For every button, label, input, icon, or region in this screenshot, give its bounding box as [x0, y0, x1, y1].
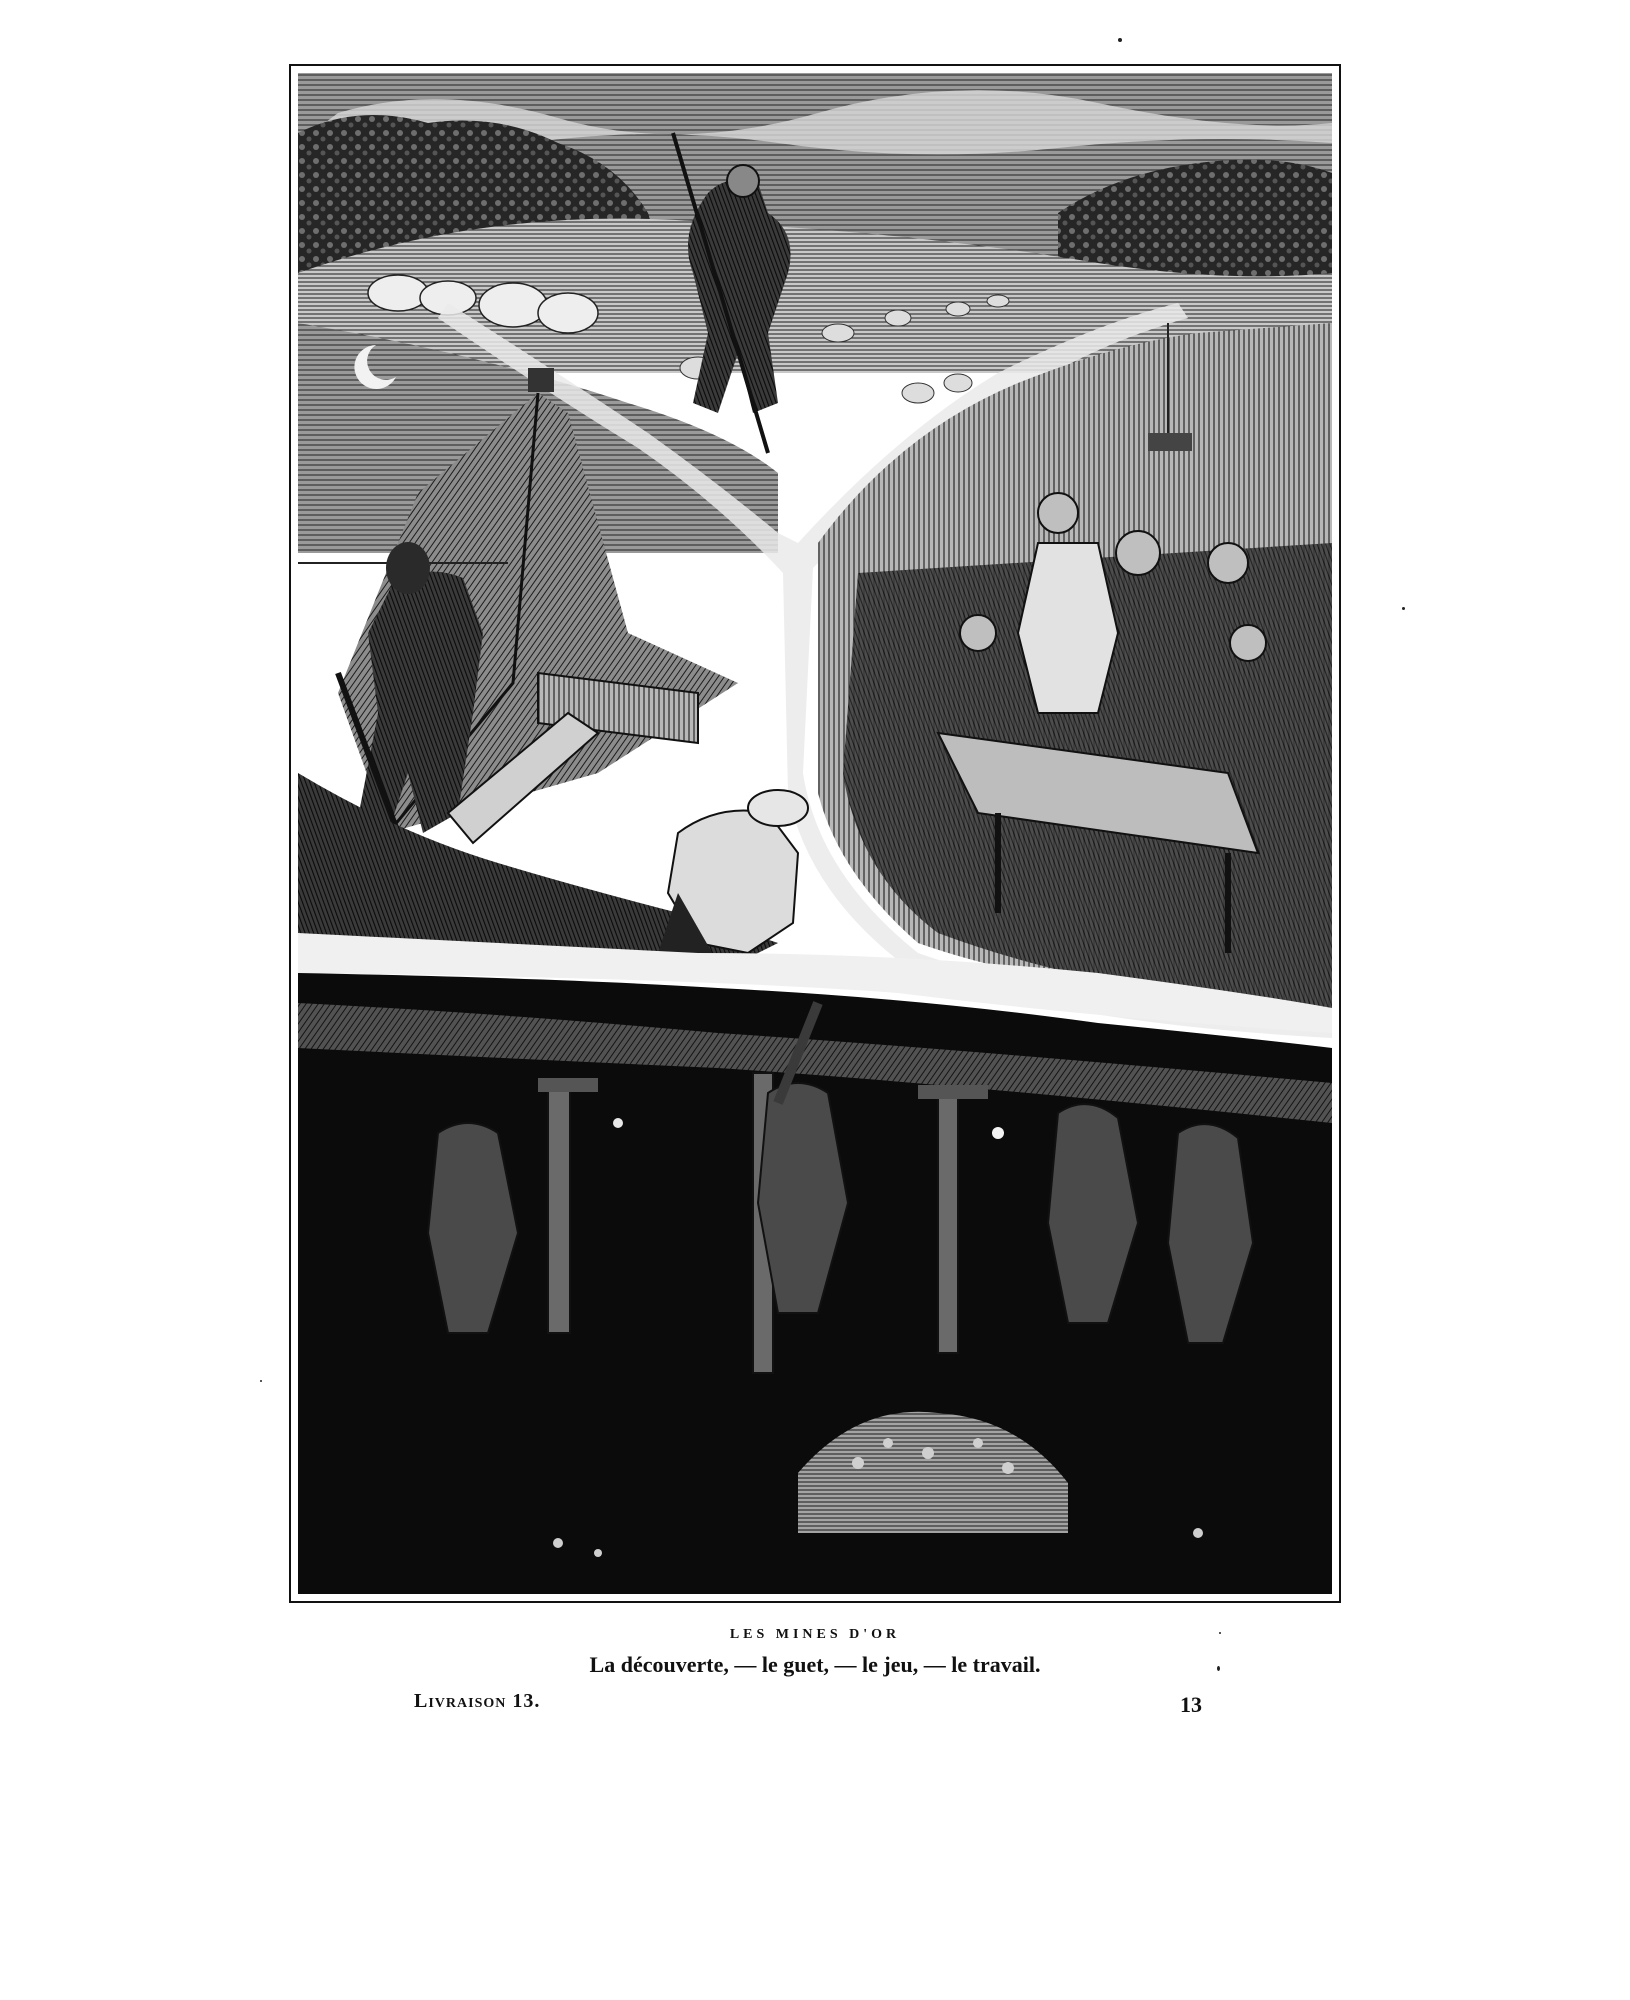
- plate-caption-subtitle: La découverte, — le guet, — le jeu, — le travail.: [589, 1652, 1041, 1677]
- livraison-number: Livraison 13.: [414, 1690, 541, 1712]
- page-number: 13: [1180, 1692, 1202, 1717]
- ink-speck: [1402, 607, 1405, 610]
- plate-caption-title: LES MINES D'OR: [729, 1627, 901, 1642]
- engraving-illustration: [298, 73, 1332, 1594]
- ink-speck: [260, 1380, 262, 1382]
- engraving-plate: [289, 64, 1341, 1603]
- ink-speck: [1118, 38, 1122, 42]
